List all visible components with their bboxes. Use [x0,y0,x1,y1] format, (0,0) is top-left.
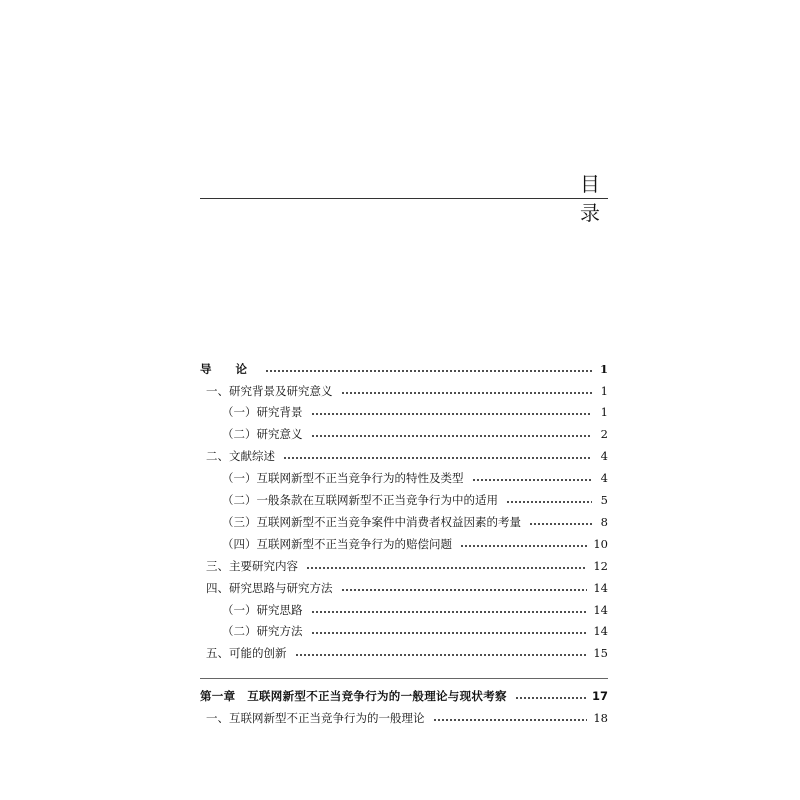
toc-entry-page: 4 [600,449,608,463]
toc-entry-label: 一、研究背景及研究意义 [206,384,333,398]
toc-entry-page: 14 [593,603,608,617]
toc-entry-subsection[interactable] [222,535,608,553]
dot-leader [472,479,593,481]
toc-entry-label: 第一章 互联网新型不正当竞争行为的一般理论与现状考察 [200,689,507,703]
toc-entry-section[interactable] [206,579,608,597]
toc-entry-label: （一）研究思路 [222,603,303,617]
toc-entry-page: 15 [593,646,608,660]
dot-leader [529,523,592,525]
chapter-divider [200,678,608,679]
toc-entry-label: （二）一般条款在互联网新型不正当竞争行为中的适用 [222,493,498,507]
toc-entry-page: 12 [593,559,608,573]
toc-entry-page: 2 [600,427,608,441]
toc-entry-page: 5 [600,493,608,507]
toc-entry-page: 1 [600,384,608,398]
toc-entry-subsection[interactable] [222,403,608,421]
dot-leader [311,611,588,613]
toc-entry-section[interactable] [206,447,608,465]
toc-entry-label: 四、研究思路与研究方法 [206,581,333,595]
dot-leader [306,567,587,569]
toc-entry-page: 10 [593,537,608,551]
dot-leader [311,435,593,437]
toc-entry-page: 14 [593,581,608,595]
toc-entry-page: 4 [600,471,608,485]
toc-entry-section[interactable] [206,382,608,400]
toc-entry-subsection[interactable] [222,513,608,531]
toc-entry-page: 1 [599,362,608,376]
toc-entry-label: 五、可能的创新 [206,646,287,660]
toc-entry-label: （二）研究意义 [222,427,303,441]
dot-leader [311,632,588,634]
toc-entry-label: 导 论 [200,362,258,376]
toc-entry-page: 8 [600,515,608,529]
toc-entry-section[interactable] [206,644,608,662]
toc-entry-label: （二）研究方法 [222,624,303,638]
toc-entry-subsection[interactable] [222,601,608,619]
toc-entry-label: （一）研究背景 [222,405,303,419]
toc-entry-introduction[interactable] [200,360,608,378]
dot-leader [265,370,592,372]
dot-leader [433,719,588,721]
dot-leader [341,589,588,591]
toc-entry-label: 一、互联网新型不正当竞争行为的一般理论 [206,711,425,725]
toc-entry-page: 18 [593,711,608,725]
dot-leader [295,654,588,656]
toc-entry-section[interactable] [206,557,608,575]
toc-entry-page: 17 [591,689,608,703]
toc-entry-section[interactable] [206,709,608,727]
toc-entry-subsection[interactable] [222,622,608,640]
dot-leader [341,392,593,394]
toc-title: 目 录 [580,172,610,225]
dot-leader [460,545,587,547]
toc-entry-chapter[interactable] [200,687,608,705]
toc-entry-subsection[interactable] [222,491,608,509]
toc-entry-subsection[interactable] [222,469,608,487]
toc-entry-label: （四）互联网新型不正当竞争行为的赔偿问题 [222,537,452,551]
dot-leader [515,697,586,699]
toc-entry-label: （一）互联网新型不正当竞争行为的特性及类型 [222,471,464,485]
toc-entry-label: 三、主要研究内容 [206,559,298,573]
toc-entry-page: 1 [600,405,608,419]
dot-leader [506,501,592,503]
title-divider [200,198,608,199]
toc-entry-label: （三）互联网新型不正当竞争案件中消费者权益因素的考量 [222,515,521,529]
dot-leader [283,457,592,459]
dot-leader [311,413,593,415]
toc-entry-page: 14 [593,624,608,638]
toc-entry-label: 二、文献综述 [206,449,275,463]
toc-entry-subsection[interactable] [222,425,608,443]
